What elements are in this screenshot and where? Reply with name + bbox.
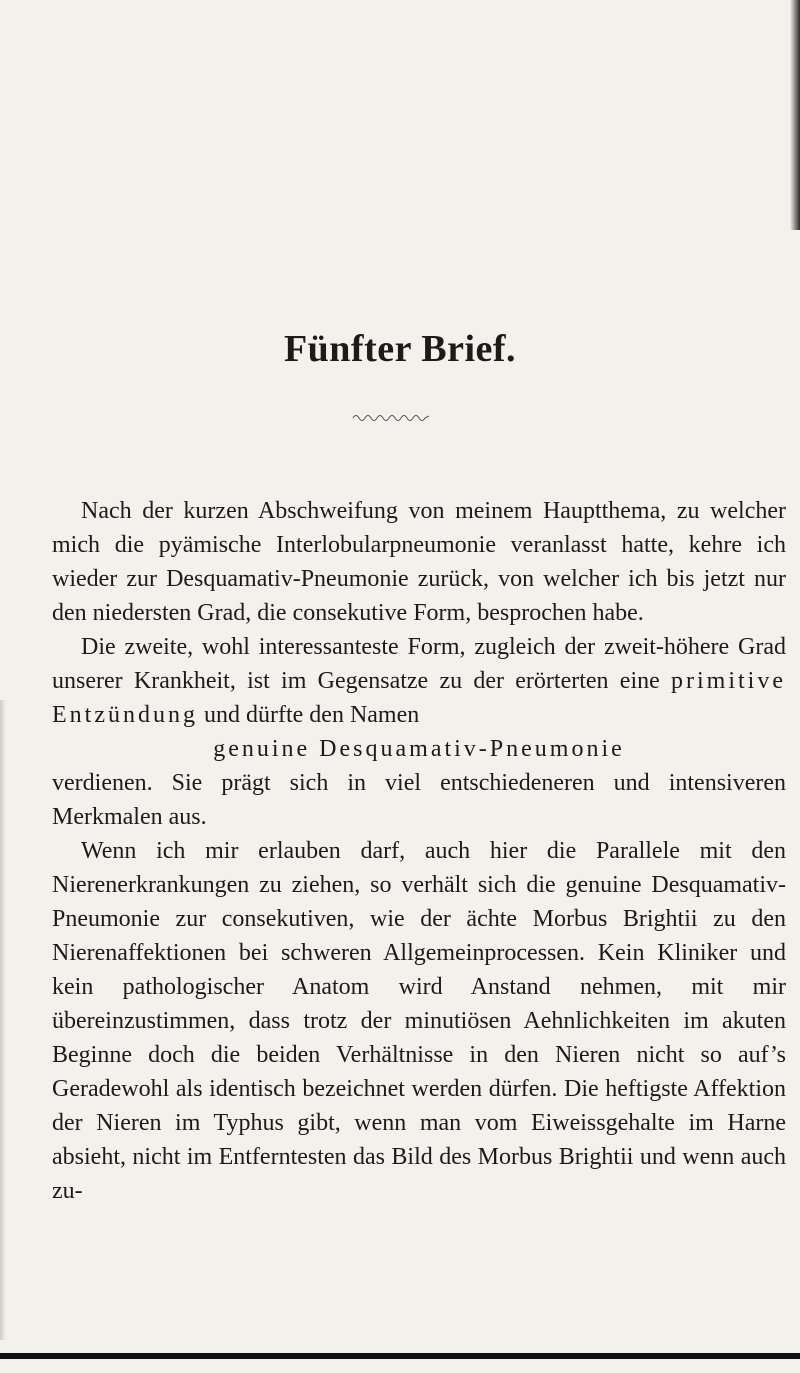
title-ornament — [352, 412, 430, 422]
paragraph-3: verdienen. Sie prägt sich in viel entschiedeneren und intensiveren Merkmalen aus. — [52, 770, 786, 830]
emphasis-primitive-entzuendung: primitive Entzündung — [52, 668, 786, 728]
chapter-title: Fünfter Brief. — [283, 328, 517, 370]
paragraph-4: Wenn ich mir erlauben darf, auch hier die Parallele mit den Nierenerkrankungen zu ziehen, so verhält sich die genuine Desquamativ-Pneumonie zur consekutiven, wie der ächte Morbus Brightii zu den Nierenaffektionen bei schweren Allgemeinprocessen. Kein Kliniker und kein pathologischer Anatom wird Anstand nehmen, mit mir übereinzustimmen, dass trotz der minutiösen Aehnlichkeiten im akuten Beginne doch die beiden Verhältnisse in den Nieren nicht so auf’s Geradewohl als identisch bezeichnet werden dürfen. Die heftigste Affektion der Nieren im Typhus gibt, wenn man vom Eiweissgehalte im Harne absieht, nicht im Entferntesten das Bild des Morbus Brightii und wenn auch zu- — [52, 838, 786, 1204]
paragraph-2-start: Die zweite, wohl interessanteste Form, zugleich der zweit-höhere Grad unserer Krankheit, ist im Gegensatze zu der erörterten eine — [52, 634, 786, 694]
centered-term: genuine Desquamativ-Pneumonie — [213, 736, 625, 762]
paragraph-1: Nach der kurzen Abschweifung von meinem Hauptthema, zu welcher mich die pyämische Interlobularpneumonie veranlasst hatte, kehre ich wieder zur Desquamativ-Pneumonie zurück, von welcher ich bis jetzt nur den niedersten Grad, die consekutive Form, besprochen habe. — [52, 498, 786, 626]
paragraph-2 — [52, 630, 786, 732]
paragraph-2-end: und dürfte den Namen — [197, 702, 420, 728]
bottom-page-border — [0, 1353, 800, 1359]
body-text — [52, 494, 786, 1208]
page-left-edge-shadow — [0, 700, 6, 1340]
page-right-edge-shadow — [790, 0, 800, 230]
